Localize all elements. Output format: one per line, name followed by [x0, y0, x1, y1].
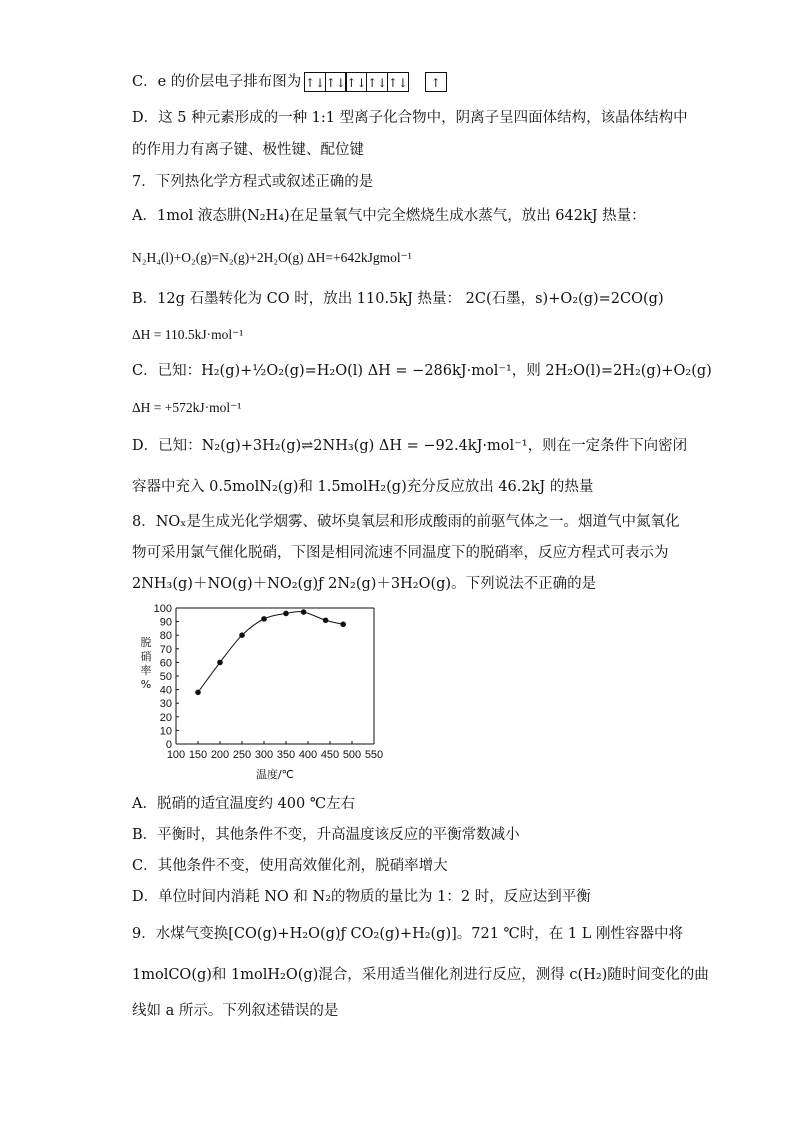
y-tick-label: 90 [159, 616, 172, 629]
y-axis-title-3: 率 [140, 664, 152, 677]
x-tick-label: 200 [210, 749, 230, 761]
q7c-line-2: ΔH = +572kJ·mol⁻¹ [132, 400, 242, 415]
q8-line-1: 8．NOₓ是生成光化学烟雾、破坏臭氧层和形成酸雨的前驱气体之一。烟道气中氮氧化 [132, 514, 680, 530]
q7d-line-2: 容器中充入 0.5molN₂(g)和 1.5molH₂(g)充分反应放出 46.2kJ 的热量 [132, 479, 594, 495]
q6-option-c [132, 72, 447, 92]
orbital-diagram-d [305, 72, 409, 92]
denitration-chart [132, 602, 402, 788]
q8-option-c: C．其他条件不变，使用高效催化剂，脱硝率增大 [132, 858, 448, 874]
data-point [195, 690, 201, 696]
x-tick-label: 150 [188, 749, 208, 761]
data-point [217, 660, 223, 666]
x-tick-label: 550 [364, 749, 384, 761]
y-tick-label: 30 [159, 698, 172, 711]
q7b-line-1: B．12g 石墨转化为 CO 时，放出 110.5kJ 热量： 2C(石墨，s)+O₂(g)=2CO(g) [132, 291, 664, 307]
data-point [283, 611, 289, 617]
orbital-box: ↑↓ [304, 72, 326, 92]
y-tick-label: 80 [159, 630, 172, 643]
x-axis-title: 温度/℃ [255, 768, 295, 781]
q8-option-d: D．单位时间内消耗 NO 和 N₂的物质的量比为 1：2 时，反应达到平衡 [132, 889, 591, 905]
data-point [323, 617, 329, 623]
q7d-line-1: D．已知：N₂(g)+3H₂(g)⇌2NH₃(g) ΔH = −92.4kJ·mol⁻¹，则在一定条件下向密闭 [132, 438, 688, 454]
q6d-line-2: 的作用力有离子键、极性键、配位键 [132, 142, 364, 158]
y-axis-title-4: % [140, 678, 152, 691]
q8-line-3: 2NH₃(g)＋NO(g)＋NO₂(g)ƒ 2N₂(g)＋3H₂O(g)。下列说法不正确的是 [132, 576, 597, 592]
y-tick-label: 70 [159, 643, 172, 656]
x-tick-label: 250 [232, 749, 252, 761]
series-line [198, 612, 343, 693]
q6c-text: C．e 的价层电子排布图为 [132, 74, 302, 90]
x-tick-label: 300 [254, 749, 274, 761]
q7c-line-1: C．已知：H₂(g)+½O₂(g)=H₂O(l) ΔH = −286kJ·mol⁻¹，则 2H₂O(l)=2H₂(g)+O₂(g) [132, 363, 712, 379]
y-tick-label: 0 [165, 739, 172, 751]
y-axis-title-2: 硝 [140, 650, 152, 663]
q9-line-2: 1molCO(g)和 1molH₂O(g)混合，采用适当催化剂进行反应，测得 c(H₂)随时间变化的曲 [132, 967, 709, 983]
q8-option-a: A．脱硝的适宜温度约 400 ℃左右 [132, 796, 356, 812]
orbital-box-s: ↑ [425, 72, 447, 92]
x-tick-label: 350 [276, 749, 296, 761]
y-tick-label: 20 [159, 711, 172, 724]
y-tick-label: 40 [159, 684, 172, 697]
q7b-line-2: ΔH = 110.5kJ·mol⁻¹ [132, 327, 244, 342]
q7a-equation: N₂H₄(l)+O₂(g)=N₂(g)+2H₂O(g) ΔH=+642kJgmol⁻¹ [132, 250, 412, 265]
orbital-box: ↑↓ [366, 72, 388, 92]
orbital-box: ↑↓ [345, 72, 367, 92]
y-axis-title-1: 脱 [140, 636, 152, 649]
q6d-line-1: D．这 5 种元素形成的一种 1:1 型离子化合物中，阴离子呈四面体结构，该晶体结构中 [132, 110, 688, 126]
y-tick-label: 100 [153, 603, 172, 615]
data-point [239, 632, 245, 638]
data-point [301, 609, 307, 615]
x-tick-label: 100 [166, 749, 186, 761]
y-tick-label: 60 [159, 657, 172, 670]
y-tick-label: 50 [159, 671, 172, 683]
orbital-box: ↑↓ [387, 72, 409, 92]
q8-line-2: 物可采用氯气催化脱硝，下图是相同流速不同温度下的脱硝率，反应方程式可表示为 [132, 545, 669, 561]
q9-line-1: 9．水煤气变换[CO(g)+H₂O(g)ƒ CO₂(g)+H₂(g)]。721 ℃时，在 1 L 刚性容器中将 [132, 926, 683, 942]
q7-stem: 7．下列热化学方程式或叙述正确的是 [132, 174, 374, 190]
x-tick-label: 450 [320, 749, 340, 761]
data-point [340, 622, 346, 628]
q9-line-3: 线如 a 所示。下列叙述错误的是 [132, 1003, 339, 1019]
x-tick-label: 400 [298, 749, 318, 761]
q8-option-b: B．平衡时，其他条件不变，升高温度该反应的平衡常数减小 [132, 827, 520, 843]
x-tick-label: 500 [342, 749, 362, 761]
data-point [261, 616, 267, 622]
y-tick-label: 10 [159, 725, 172, 738]
q7a-line-1: A．1mol 液态肼(N₂H₄)在足量氧气中完全燃烧生成水蒸气，放出 642kJ 热量： [132, 208, 646, 224]
orbital-box: ↑↓ [325, 72, 347, 92]
chart-svg [132, 602, 402, 788]
